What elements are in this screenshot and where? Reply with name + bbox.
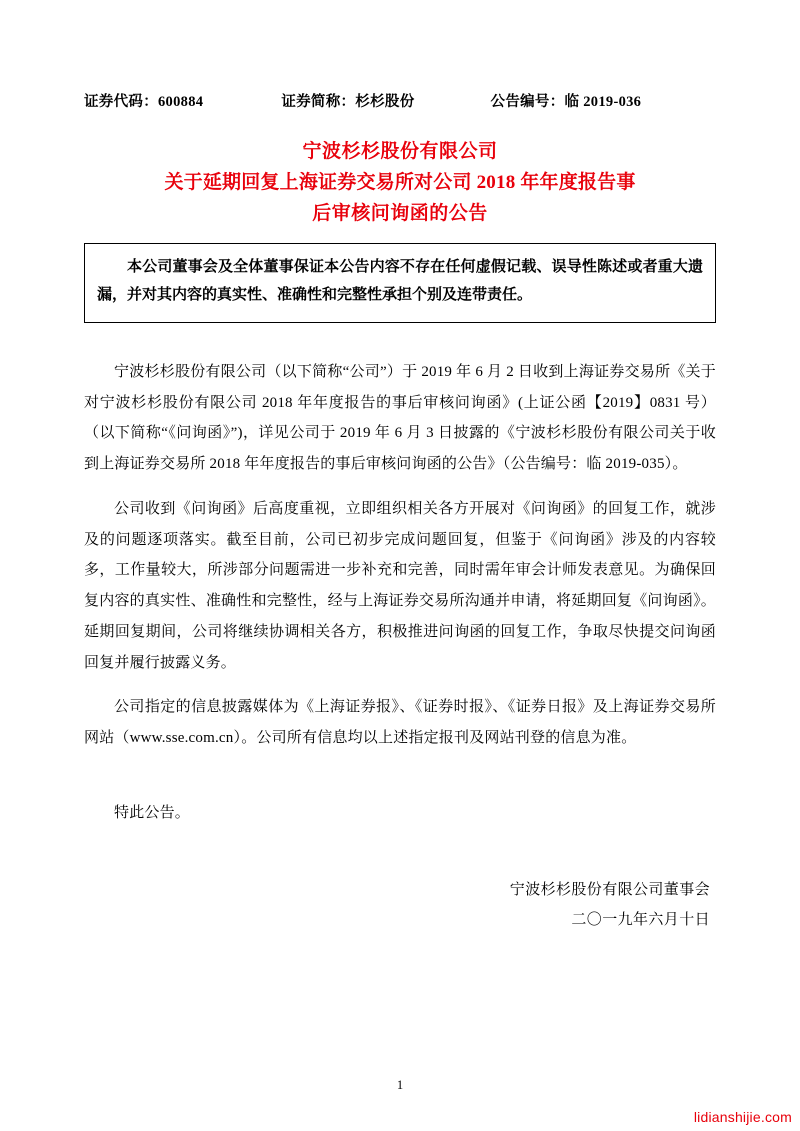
body-paragraph: 宁波杉杉股份有限公司（以下简称“公司”）于 2019 年 6 月 2 日收到上海证券交易所《关于对宁波杉杉股份有限公司 2018 年年度报告的事后审核问询函》(上证公函【2019】0831 号）（以下简称“《问询函》”)，详见公司于 2019 年 6 月 3 日披露的《宁波杉杉股份有限公司关于收到上海证券交易所 2018 年年度报告的事后审核问询函的公告》（公告编号：临 2019-035）。: [84, 363, 716, 473]
closing-statement: 特此公告。: [114, 804, 191, 821]
page-title: [84, 137, 716, 229]
security-abbreviation: 证券简称：杉杉股份: [281, 94, 415, 110]
disclaimer-box: [84, 243, 716, 323]
signature-block: [84, 875, 716, 935]
disclaimer-text: 本公司董事会及全体董事保证本公告内容不存在任何虚假记载、误导性陈述或者重大遗漏，并对其内容的真实性、准确性和完整性承担个别及连带责任。: [97, 259, 703, 304]
document-header: [84, 90, 716, 111]
title-line-3: 后审核问询函的公告: [312, 202, 488, 224]
document-body: [84, 357, 716, 829]
title-line-2: 关于延期回复上海证券交易所对公司 2018 年年度报告事: [164, 171, 636, 193]
page-number: 1: [396, 1078, 404, 1092]
body-paragraph: 公司收到《问询函》后高度重视，立即组织相关各方开展对《问询函》的回复工作，就涉及的问题逐项落实。截至目前，公司已初步完成问题回复，但鉴于《问询函》涉及的内容较多，工作量较大，所涉部分问题需进一步补充和完善，同时需年审会计师发表意见。为确保回复内容的真实性、准确性和完整性，经与上海证券交易所沟通并申请，将延期回复《问询函》。延期回复期间，公司将继续协调相关各方，积极推进问询函的回复工作，争取尽快提交问询函回复并履行披露义务。: [84, 500, 716, 671]
title-company-name: 宁波杉杉股份有限公司: [302, 141, 498, 162]
notice-number: 公告编号：临 2019-036: [490, 94, 642, 110]
watermark: lidianshijie.com: [693, 1109, 792, 1125]
signature-organization: 宁波杉杉股份有限公司董事会: [509, 881, 710, 898]
security-code: 证券代码：600884: [84, 94, 204, 110]
body-paragraph: 公司指定的信息披露媒体为《上海证券报》、《证券时报》、《证券日报》及上海证券交易所网站（www.sse.com.cn）。公司所有信息均以上述指定报刊及网站刊登的信息为准。: [84, 699, 716, 747]
signature-date: 二〇一九年六月十日: [571, 911, 710, 928]
